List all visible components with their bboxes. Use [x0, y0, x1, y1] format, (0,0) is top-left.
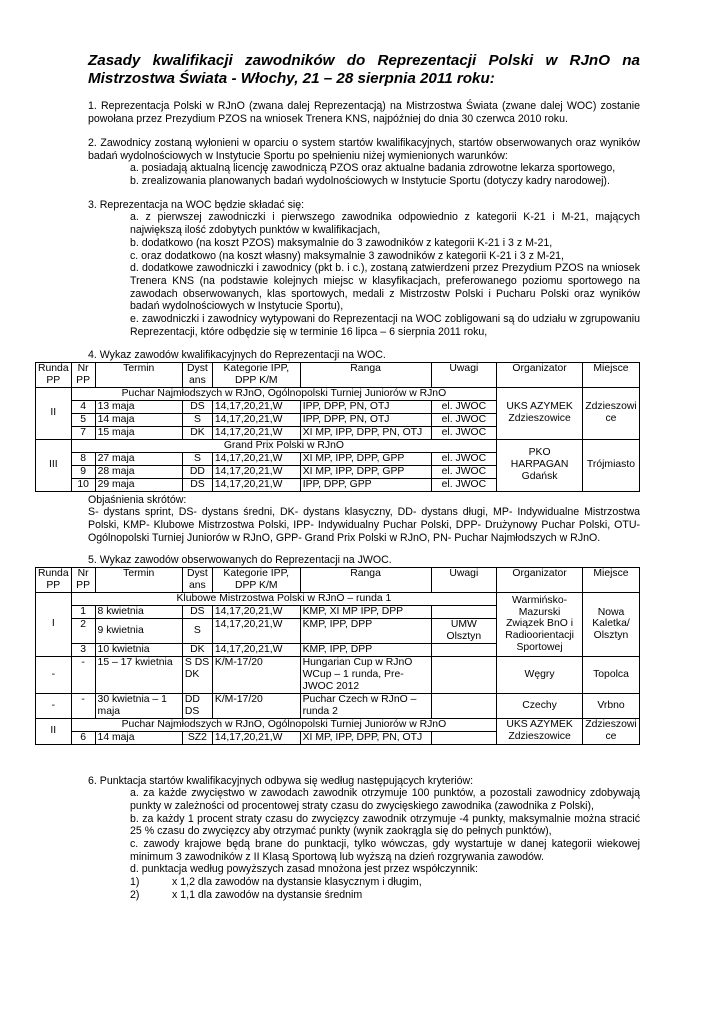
place-cell: Topolca	[582, 656, 639, 693]
section-2-a: a. posiadają aktualną licencję zawodniczą PZOS oraz aktualne badania zdrowotne lekarza sportowego,	[130, 162, 616, 175]
group-title: Puchar Najmłodszych w RJnO, Ogólnopolski Turniej Juniorów w RJnO	[71, 718, 497, 731]
runda-cell: II	[36, 718, 72, 744]
section-6-a: a. za każde zwycięstwo w zawodach zawodnik otrzymuje 100 punktów, a pozostali zawodnicy zdobywają punkty w zależności od procentowej straty czasu do zwycięskiego zawodnika (zawodnika z Polski),	[130, 787, 640, 812]
dyst-cell: DK	[182, 426, 212, 439]
header-ranga: Ranga	[300, 568, 431, 593]
section-3-a: a. z pierwszej zawodniczki i pierwszego zawodnika odpowiednio z kategorii K-21 i M-21, mających największą ilość zdobytych punktów w kwalifikacjach,	[130, 211, 640, 237]
uwagi-cell: el. JWOC	[431, 465, 497, 478]
uwagi-cell	[431, 731, 497, 744]
document-title: Zasady kwalifikacji zawodników do Reprezentacji Polski w RJnO na Mistrzostwa Świata - Włochy, 21 – 28 sierpnia 2011 roku:	[88, 52, 640, 88]
group-title-row	[36, 439, 640, 452]
kat-cell: 14,17,20,21,W	[212, 400, 300, 413]
group-title-row	[36, 718, 640, 731]
uwagi-cell: el. JWOC	[431, 400, 497, 413]
section-6-b: b. za każdy 1 procent straty czasu do zwycięzcy zawodnik otrzymuje -4 punkty, maksymalnie można stracić 25 % czasu do zwycięzcy aby otrzymać punkty (wynik zaokrągla się do pełnych punktów),	[130, 812, 640, 838]
header-nr: Nr PP	[71, 363, 95, 388]
header-dyst: Dyst ans	[182, 568, 212, 593]
runda-cell: I	[36, 593, 72, 657]
list-text: x 1,2 dla zawodów na dystansie klasycznym i długim,	[172, 876, 422, 889]
nr-cell: 4	[71, 400, 95, 413]
ranga-cell: Puchar Czech w RJnO – runda 2	[300, 693, 431, 718]
header-runda: Runda PP	[36, 363, 72, 388]
uwagi-cell: el. JWOC	[431, 478, 497, 491]
dyst-cell: S	[182, 413, 212, 426]
section-3-c: c. oraz dodatkowo (na koszt własny) maksymalnie 3 zawodników z kategorii K-21 i 3 z M-21,	[130, 249, 564, 262]
section-6-d: d. punktacja według powyższych zasad mnożona jest przez współczynnik:	[130, 863, 479, 876]
header-miejsce: Miejsce	[582, 568, 639, 593]
place-cell: Trójmiasto	[582, 439, 639, 491]
list-text: x 1,1 dla zawodów na dystansie średnim	[172, 888, 363, 901]
header-org: Organizator	[497, 363, 583, 388]
nr-cell: 2	[71, 618, 95, 643]
section-3-d: d. dodatkowe zawodniczki i zawodnicy (pkt b. i c.), zostaną zatwierdzeni przez Prezydium PZOS na wniosek Trenera KNS (na podstawie kolejnych miejsc w klasyfikacjach, preferowanego poziomu sportowego na zawodach obserwowanych, klas sportowych, medali z Mistrzostw Polski i Pucharu Polski oraz wyników badań wydolnościowych w Instytucie Sportu),	[130, 262, 640, 313]
kat-cell: 14,17,20,21,W	[212, 618, 300, 643]
ranga-cell: KMP, IPP, DPP	[300, 618, 431, 643]
table-header	[36, 363, 640, 388]
section-6-intro: 6. Punktacja startów kwalifikacyjnych odbywa się według następujących kryteriów:	[88, 774, 474, 787]
section-3-e: e. zawodniczki i zawodnicy wytypowani do Reprezentacji na WOC zobligowani są do udziału w zgrupowaniu Reprezentacji, które odbędzie się w terminie 16 lipca – 6 sierpnia 2011 roku,	[130, 313, 640, 338]
kat-cell: 14,17,20,21,W	[212, 478, 300, 491]
uwagi-cell: el. JWOC	[431, 452, 497, 465]
termin-cell: 30 kwietnia – 1 maja	[95, 693, 182, 718]
qualification-table	[35, 362, 640, 492]
header-kat: Kategorie IPP, DPP K/M	[212, 363, 300, 388]
dyst-cell: DS	[182, 400, 212, 413]
runda-cell: III	[36, 439, 72, 491]
kat-cell: 14,17,20,21,W	[212, 606, 300, 619]
kat-cell: 14,17,20,21,W	[212, 452, 300, 465]
abbreviations	[88, 494, 640, 545]
runda-cell: -	[36, 693, 72, 718]
header-termin: Termin	[95, 568, 182, 593]
header-uwagi: Uwagi	[431, 363, 497, 388]
section-3-b: b. dodatkowo (na koszt PZOS) maksymalnie do 3 zawodników z kategorii K-21 i 3 z M-21,	[130, 236, 553, 249]
nr-cell: 9	[71, 465, 95, 478]
dyst-cell: S	[182, 618, 212, 643]
nr-cell: -	[71, 656, 95, 693]
runda-cell: II	[36, 388, 72, 440]
nr-cell: 3	[71, 643, 95, 656]
table-row	[36, 656, 640, 693]
uwagi-cell	[431, 693, 497, 718]
section-3	[88, 199, 640, 339]
kat-cell: K/M-17/20	[212, 656, 300, 693]
dyst-cell: DD	[182, 465, 212, 478]
organizer-cell: Czechy	[497, 693, 583, 718]
organizer-cell: UKS AZYMEK Zdzieszowice	[497, 388, 583, 440]
place-cell: Zdzieszowi ce	[582, 388, 639, 440]
termin-cell: 15 – 17 kwietnia	[95, 656, 182, 693]
document-page	[38, 52, 640, 902]
place-cell: Nowa Kaletka/ Olsztyn	[582, 593, 639, 657]
header-nr: Nr PP	[71, 568, 95, 593]
place-cell: Vrbno	[582, 693, 639, 718]
list-number: 2)	[130, 888, 140, 901]
uwagi-cell: UMW Olsztyn	[431, 618, 497, 643]
nr-cell: 6	[71, 731, 95, 744]
ranga-cell: XI MP, IPP, DPP, PN, OTJ	[300, 426, 431, 439]
kat-cell: 14,17,20,21,W	[212, 426, 300, 439]
nr-cell: -	[71, 693, 95, 718]
table-row	[36, 693, 640, 718]
ranga-cell: XI MP, IPP, DPP, GPP	[300, 452, 431, 465]
dyst-cell: DS	[182, 478, 212, 491]
organizer-cell: PKO HARPAGAN Gdańsk	[497, 439, 583, 491]
header-miejsce: Miejsce	[582, 363, 639, 388]
place-cell: Zdzieszowi ce	[582, 718, 639, 744]
abbreviations-title: Objaśnienia skrótów:	[88, 493, 187, 506]
termin-cell: 10 kwietnia	[95, 643, 182, 656]
dyst-cell: DS	[182, 606, 212, 619]
header-ranga: Ranga	[300, 363, 431, 388]
nr-cell: 1	[71, 606, 95, 619]
section-3-intro: 3. Reprezentacja na WOC będzie składać się:	[88, 198, 305, 211]
organizer-cell: UKS AZYMEK Zdzieszowice	[497, 718, 583, 744]
termin-cell: 9 kwietnia	[95, 618, 182, 643]
ranga-cell: XI MP, IPP, DPP, GPP	[300, 465, 431, 478]
ranga-cell: XI MP, IPP, DPP, PN, OTJ	[300, 731, 431, 744]
group-title: Klubowe Mistrzostwa Polski w RJnO – runda 1	[71, 593, 497, 606]
kat-cell: 14,17,20,21,W	[212, 643, 300, 656]
header-kat: Kategorie IPP, DPP K/M	[212, 568, 300, 593]
uwagi-cell	[431, 606, 497, 619]
ranga-cell: IPP, DPP, PN, OTJ	[300, 400, 431, 413]
nr-cell: 10	[71, 478, 95, 491]
uwagi-cell	[431, 656, 497, 693]
nr-cell: 5	[71, 413, 95, 426]
dyst-cell: S	[182, 452, 212, 465]
termin-cell: 14 maja	[95, 731, 182, 744]
table-header	[36, 568, 640, 593]
header-org: Organizator	[497, 568, 583, 593]
header-runda: Runda PP	[36, 568, 72, 593]
dyst-cell: DK	[182, 643, 212, 656]
termin-cell: 13 maja	[95, 400, 182, 413]
ranga-cell: KMP, IPP, DPP	[300, 643, 431, 656]
organizer-cell: Warmińsko-Mazurski Związek BnO i Radioorientacji Sportowej	[497, 593, 583, 657]
section-2	[88, 137, 640, 188]
kat-cell: 14,17,20,21,W	[212, 465, 300, 478]
termin-cell: 27 maja	[95, 452, 182, 465]
ranga-cell: Hungarian Cup w RJnO WCup – 1 runda, Pre-JWOC 2012	[300, 656, 431, 693]
section-6	[88, 775, 640, 902]
section-6-d1	[88, 876, 640, 889]
termin-cell: 8 kwietnia	[95, 606, 182, 619]
organizer-cell: Węgry	[497, 656, 583, 693]
dyst-cell: S DS DK	[182, 656, 212, 693]
termin-cell: 14 maja	[95, 413, 182, 426]
dyst-cell: DD DS	[182, 693, 212, 718]
nr-cell: 7	[71, 426, 95, 439]
group-title-row	[36, 388, 640, 401]
uwagi-cell	[431, 643, 497, 656]
termin-cell: 29 maja	[95, 478, 182, 491]
table-2-caption: 5. Wykaz zawodów obserwowanych do Reprezentacji na JWOC.	[88, 554, 392, 567]
ranga-cell: KMP, XI MP IPP, DPP	[300, 606, 431, 619]
uwagi-cell: el. JWOC	[431, 426, 497, 439]
header-dyst: Dyst ans	[182, 363, 212, 388]
header-termin: Termin	[95, 363, 182, 388]
kat-cell: K/M-17/20	[212, 693, 300, 718]
ranga-cell: IPP, DPP, PN, OTJ	[300, 413, 431, 426]
termin-cell: 28 maja	[95, 465, 182, 478]
list-number: 1)	[130, 876, 140, 889]
section-1: 1. Reprezentacja Polski w RJnO (zwana dalej Reprezentacją) na Mistrzostwa Świata (zwane dalej WOC) zostanie powołana przez Prezydium PZOS na wniosek Trenera KNS, najpóźniej do dnia 30 czerwca 2010 roku.	[88, 100, 640, 126]
dyst-cell: SZ2	[182, 731, 212, 744]
ranga-cell: IPP, DPP, GPP	[300, 478, 431, 491]
abbreviations-text: S- dystans sprint, DS- dystans średni, DK- dystans klasyczny, DD- dystans długi, MP- Indywidualne Mistrzostwa Polski, KMP- Klubowe Mistrzostwa Polski, IPP- Indywidualny Puchar Polski, DPP- Drużynowy Puchar Polski, OTU- Ogólnopolski Turniej Juniorów w RJnO, GPP- Grand Prix Polski w RJnO, PN- Puchar Najmłodszych w RJnO.	[88, 506, 640, 544]
nr-cell: 8	[71, 452, 95, 465]
termin-cell: 15 maja	[95, 426, 182, 439]
header-uwagi: Uwagi	[431, 568, 497, 593]
observed-table	[35, 567, 640, 744]
table-1-caption: 4. Wykaz zawodów kwalifikacyjnych do Reprezentacji na WOC.	[88, 349, 386, 362]
uwagi-cell: el. JWOC	[431, 413, 497, 426]
section-6-c: c. zawody krajowe będą brane do punktacji, tylko wówczas, gdy wystartuje w danej kategorii wiekowej minimum 3 zawodników z II Klasą Sportową lub wyższą na dzień rozgrywania zawodów.	[130, 838, 640, 863]
section-6-d2	[88, 889, 640, 902]
group-title: Puchar Najmłodszych w RJnO, Ogólnopolski Turniej Juniorów w RJnO	[71, 388, 497, 401]
section-2-intro: 2. Zawodnicy zostaną wyłonieni w oparciu o system startów kwalifikacyjnych, startów obserwowanych oraz wyników badań wydolnościowych w Instytucie Sportu po spełnieniu niżej wymienionych warunków:	[88, 136, 640, 162]
kat-cell: 14,17,20,21,W	[212, 413, 300, 426]
section-2-b: b. zrealizowania planowanych badań wydolnościowych w Instytucie Sportu (dotyczy kadry narodowej).	[130, 174, 610, 187]
kat-cell: 14,17,20,21,W	[212, 731, 300, 744]
runda-cell: -	[36, 656, 72, 693]
group-title-row	[36, 593, 640, 606]
group-title: Grand Prix Polski w RJnO	[71, 439, 497, 452]
